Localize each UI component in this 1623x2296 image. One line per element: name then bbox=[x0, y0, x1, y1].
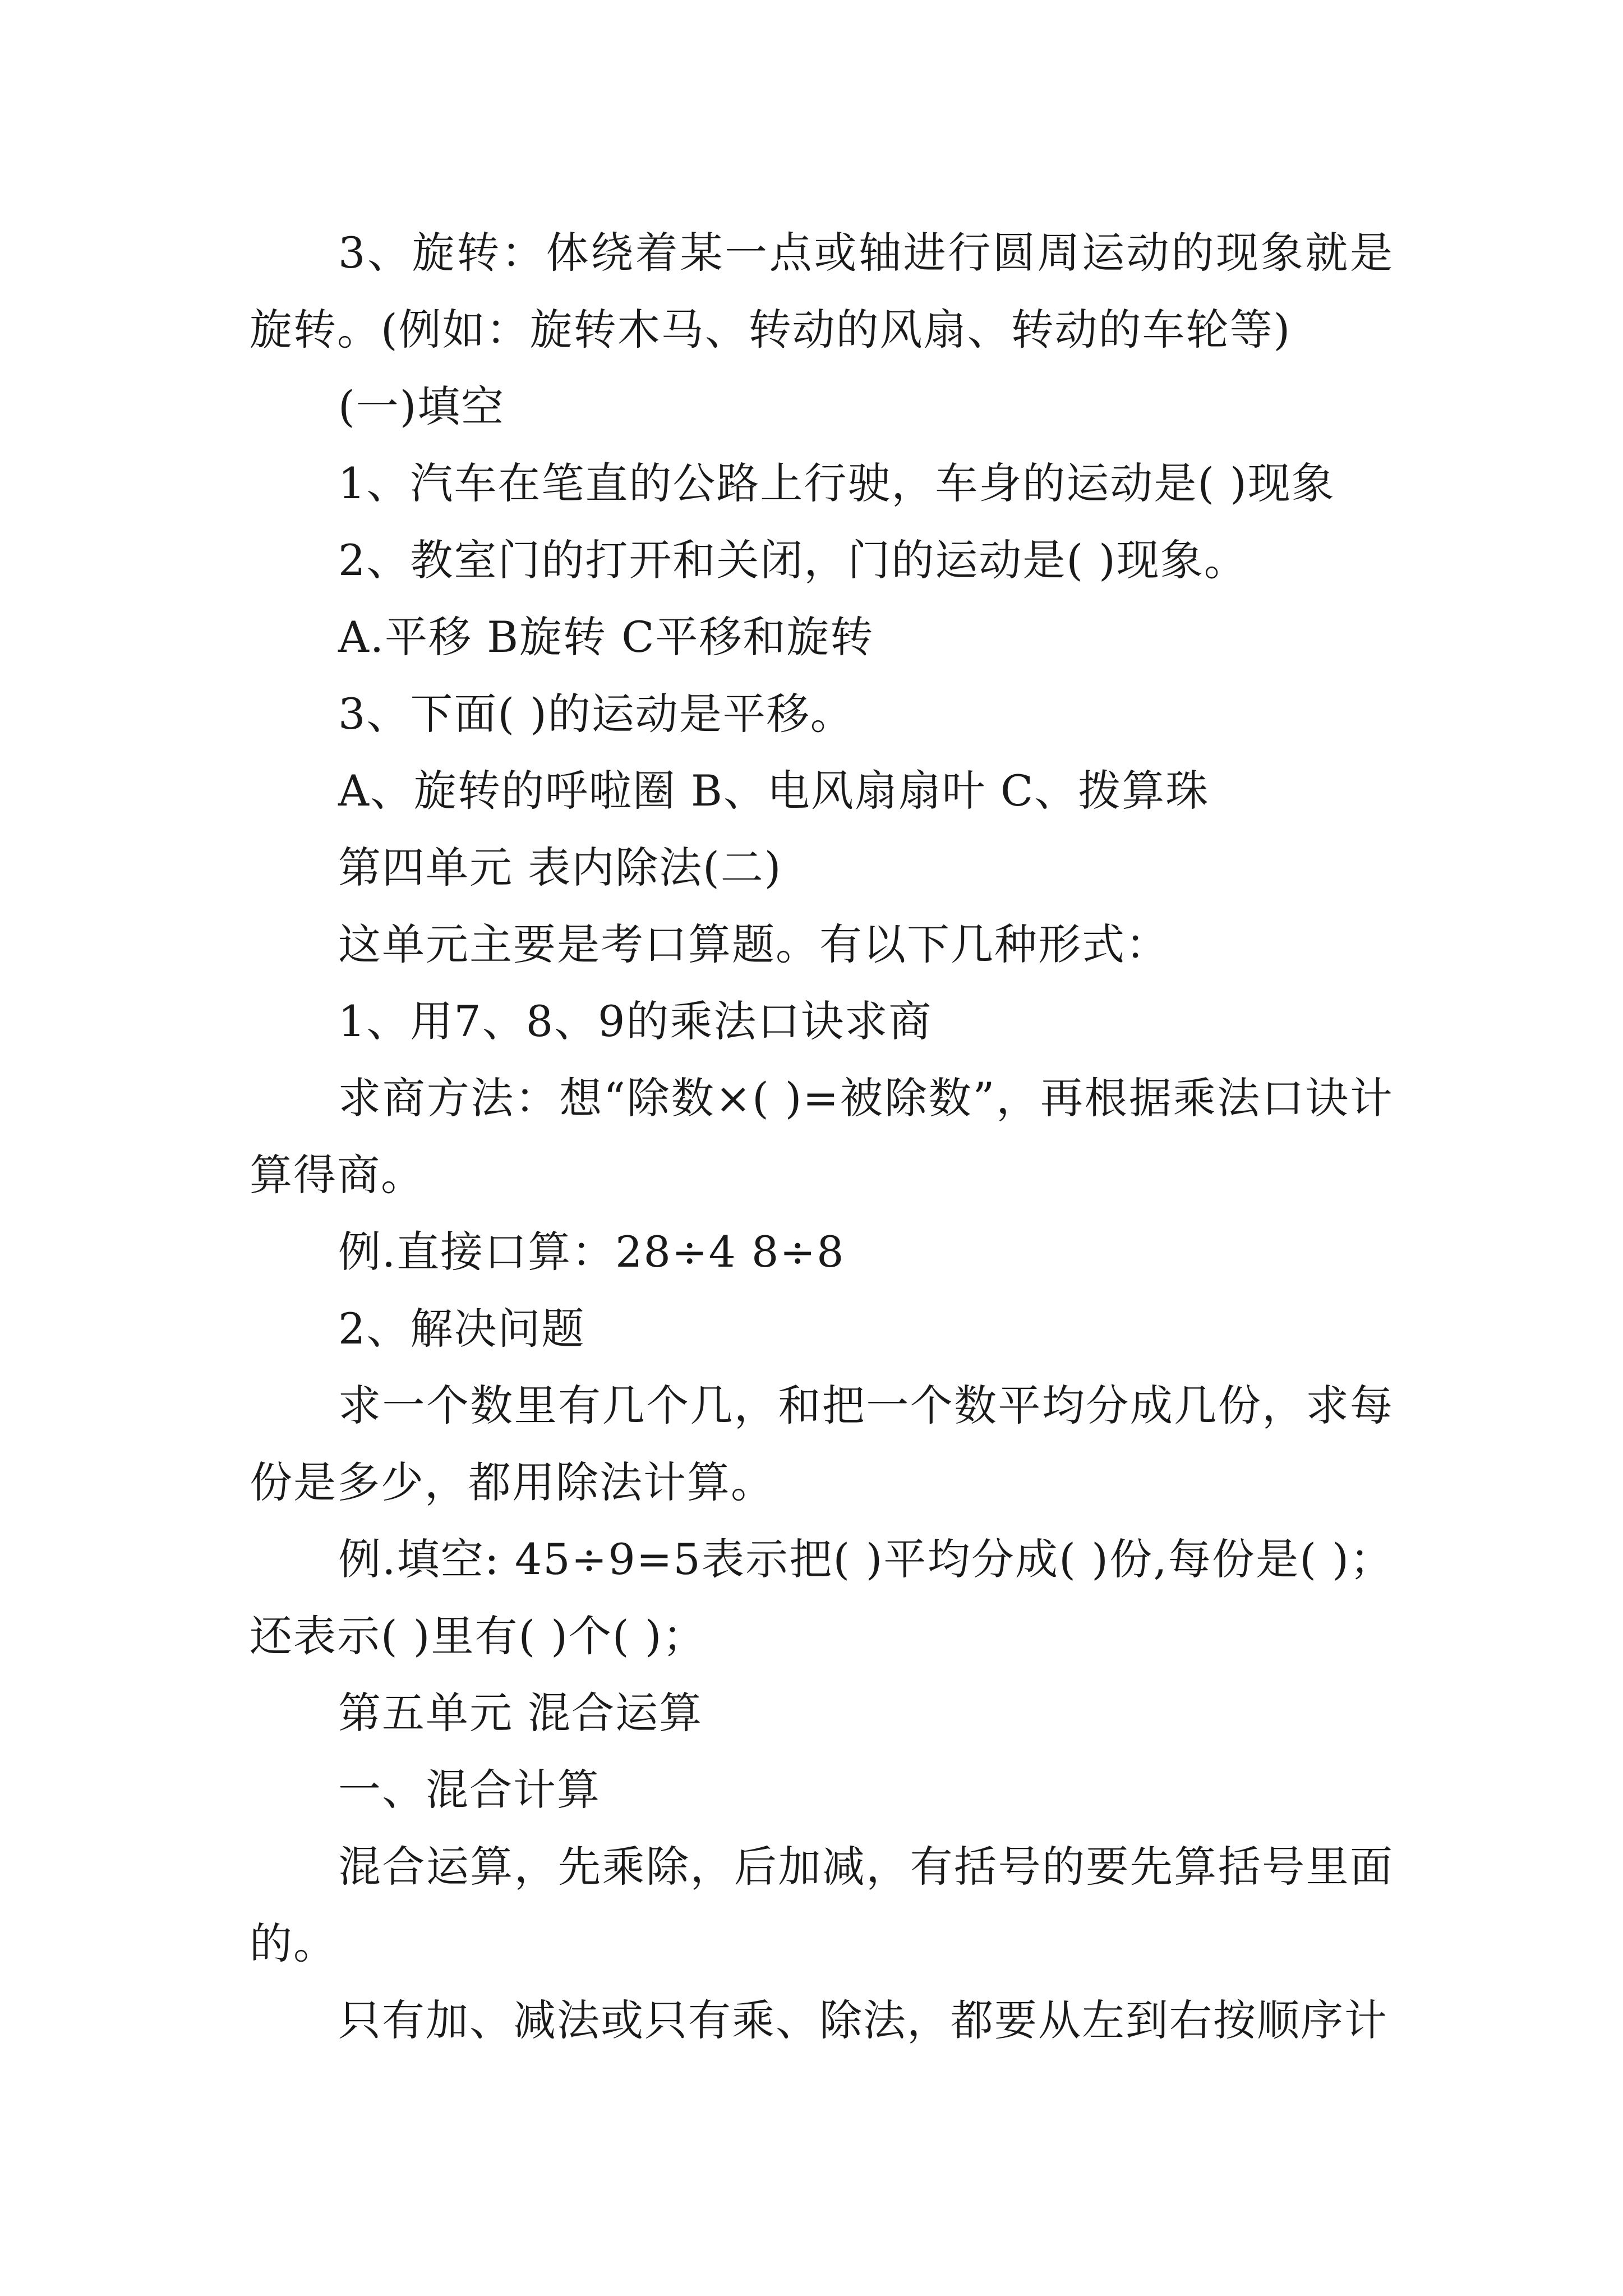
paragraph-question-3: 3、下面( )的运动是平移。 bbox=[338, 689, 854, 739]
paragraph-division-explanation: 求一个数里有几个几，和把一个数平均分成几份，求每份是多少，都用除法计算。 bbox=[250, 1381, 1394, 1507]
paragraph-options-1: A.平移 B旋转 C平移和旋转 bbox=[338, 612, 874, 662]
document-body bbox=[250, 214, 1394, 2059]
paragraph-unit-4-item-1: 1、用7、8、9的乘法口诀求商 bbox=[338, 996, 933, 1046]
paragraph-question-2: 2、教室门的打开和关闭，门的运动是( )现象。 bbox=[338, 535, 1248, 585]
paragraph-example-mental-calc: 例.直接口算：28÷4 8÷8 bbox=[338, 1227, 845, 1277]
paragraph-rotation-definition: 3、旋转：体绕着某一点或轴进行圆周运动的现象就是旋转。(例如：旋转木马、转动的风扇、转动的车轮等) bbox=[250, 228, 1394, 355]
paragraph-unit-5-subheading: 一、混合计算 bbox=[338, 1765, 601, 1815]
paragraph-quotient-method: 求商方法：想“除数×( )=被除数”，再根据乘法口诀计算得商。 bbox=[250, 1073, 1394, 1200]
section-heading-unit-4: 第四单元 表内除法(二) bbox=[338, 843, 782, 892]
paragraph-options-2: A、旋转的呼啦圈 B、电风扇扇叶 C、拨算珠 bbox=[338, 766, 1210, 816]
paragraph-unit-4-intro: 这单元主要是考口算题。有以下几种形式： bbox=[338, 919, 1169, 969]
paragraph-left-to-right-rule: 只有加、减法或只有乘、除法，都要从左到右按顺序计 bbox=[338, 1995, 1388, 2045]
paragraph-unit-4-item-2: 2、解决问题 bbox=[338, 1304, 585, 1354]
paragraph-fill-blank-heading: (一)填空 bbox=[338, 381, 505, 431]
section-heading-unit-5: 第五单元 混合运算 bbox=[338, 1688, 703, 1738]
paragraph-mixed-operation-rule: 混合运算，先乘除，后加减，有括号的要先算括号里面的。 bbox=[250, 1842, 1394, 1968]
paragraph-question-1: 1、汽车在笔直的公路上行驶，车身的运动是( )现象 bbox=[338, 458, 1335, 508]
paragraph-example-fill-blank: 例.填空: 45÷9=5表示把( )平均分成( )份,每份是( )；还表示( )里有( )个( )； bbox=[250, 1534, 1394, 1661]
